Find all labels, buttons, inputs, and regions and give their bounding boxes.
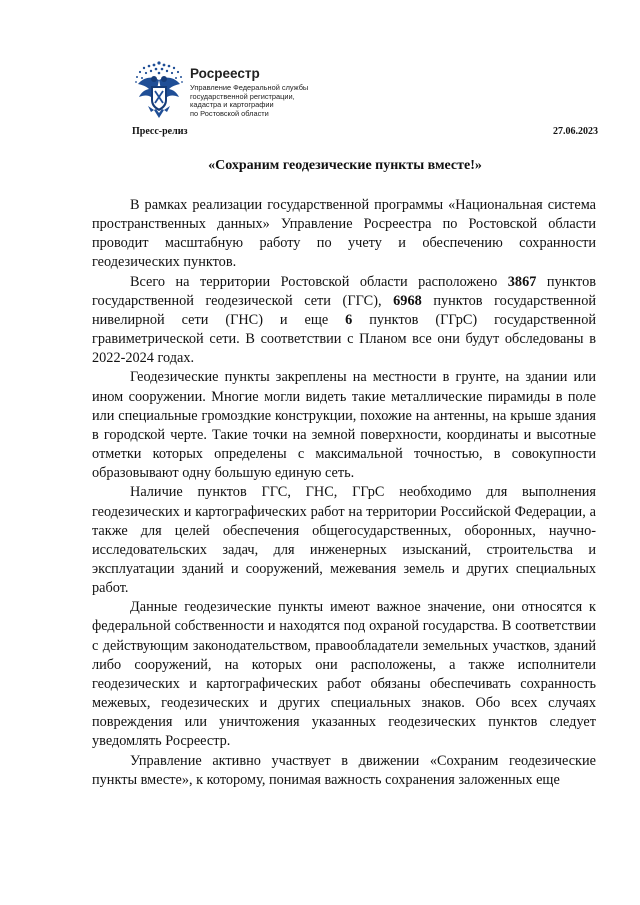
article-body bbox=[92, 196, 596, 790]
paragraph: Наличие пунктов ГГС, ГНС, ГГрС необходимо для выполнения геодезических и картографических работ на территории Российской Федерации, а также для целей обеспечения общегосударственных, оборонных, научно-исследовательских задач, для инженерных изысканий, строительства и эксплуатации зданий и сооружений, межевания земель и других специальных работ. bbox=[92, 484, 596, 597]
org-name: Росреестр bbox=[190, 66, 260, 81]
page-title: «Сохраним геодезические пункты вместе!» bbox=[208, 158, 482, 173]
paragraph: Данные геодезические пункты имеют важное значение, они относятся к федеральной собственности и находятся под охраной государства. В соответствии с действующим законодательством, правообладатели земельных участков, зданий либо сооружений, на которых они расположены, а также исполнители геодезических и картографических работ обязаны обеспечивать сохранность межевых, геодезических и других специальных знаков. Обо всех случаях повреждения или уничтожения указанных геодезических пунктов следует уведомлять Росреестр. bbox=[92, 599, 596, 750]
text-run: Всего на территории Ростовской области расположено bbox=[130, 273, 508, 290]
doc-date: 27.06.2023 bbox=[553, 126, 598, 137]
org-subtitle-line: государственной регистрации, bbox=[190, 91, 295, 101]
org-subtitle bbox=[190, 84, 308, 118]
doc-type-label: Пресс-релиз bbox=[132, 126, 188, 137]
bold-number: 3867 bbox=[507, 273, 537, 290]
org-subtitle-line: Управление Федеральной службы bbox=[190, 83, 309, 92]
text-run: пунктов (ГГрС) государственной гравиметрической сети. В соответствии с Планом все они будут обследованы в 2022-2024 годах. bbox=[92, 311, 596, 367]
paragraph: Геодезические пункты закреплены на местности в грунте, на здании или ином сооружении. Многие могли видеть такие металлические пирамиды в поле или специальные громоздкие конструкции, похожие на антенны, на крыше здания в городской черте. Такие точки на земной поверхности, координаты и высотные отметки которых определены с максимальной точностью, в совокупности образовывают одну большую единую сеть. bbox=[92, 369, 596, 482]
bold-number: 6 bbox=[345, 311, 353, 328]
rosreestr-logo bbox=[132, 60, 332, 122]
doc-meta-line bbox=[132, 126, 598, 140]
org-subtitle-line: по Ростовской области bbox=[190, 108, 269, 118]
paragraph bbox=[92, 273, 596, 369]
double-headed-eagle-emblem-icon bbox=[132, 60, 186, 122]
org-subtitle-line: кадастра и картографии bbox=[190, 100, 274, 110]
text-run: пунктов государственной нивелирной сети (ГНС) и еще bbox=[92, 292, 596, 328]
paragraph: Управление активно участвует в движении «Сохраним геодезические пункты вместе», к которому, понимая важность сохранения заложенных еще bbox=[92, 752, 596, 788]
paragraph: В рамках реализации государственной программы «Национальная система пространственных данных» Управление Росреестра по Ростовской области проводит масштабную работу по учету и обеспечению сохранности геодезических пунктов. bbox=[92, 197, 596, 271]
text-run: пунктов государственной геодезической сети (ГГС), bbox=[92, 273, 596, 309]
bold-number: 6968 bbox=[393, 292, 422, 309]
